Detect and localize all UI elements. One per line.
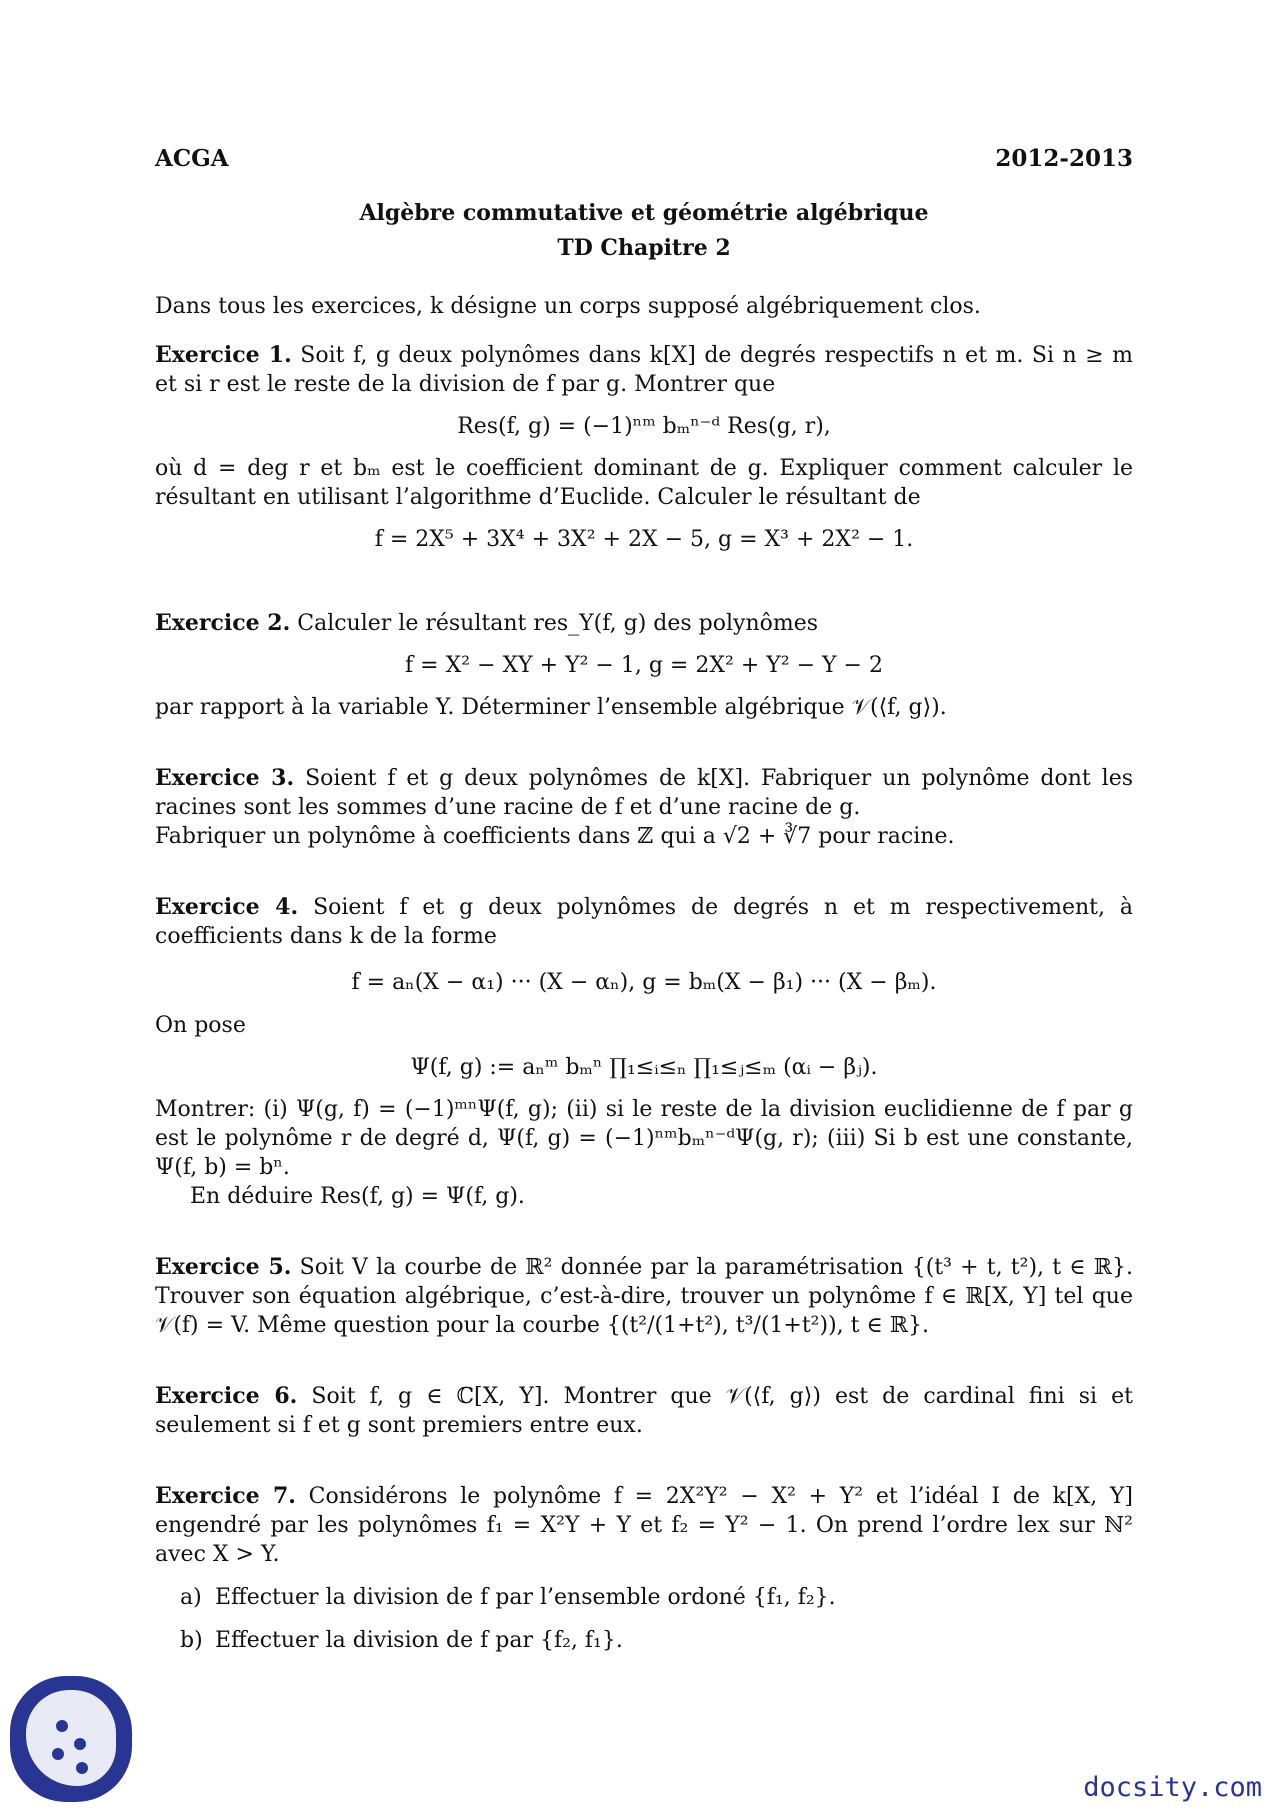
exercise-label: Exercice 1. (155, 342, 292, 368)
exercise-text: par rapport à la variable Y. Déterminer l’ensemble algébrique 𝒱(⟨f, g⟩). (155, 695, 947, 720)
title-block (155, 196, 1133, 266)
exercise-2 (155, 609, 1133, 722)
page-header (155, 144, 1133, 173)
document-subtitle: TD Chapitre 2 (557, 235, 731, 261)
exercise-text: En déduire Res(f, g) = Ψ(f, g). (190, 1184, 525, 1209)
exercise-3 (155, 764, 1133, 851)
exercise-text: Soit f, g deux polynômes dans k[X] de degrés respectifs n et m. Si n ≥ m et si r est le reste de la division de f par g. Montrer que (155, 343, 1133, 397)
exercise-6 (155, 1382, 1133, 1440)
exercise-text: Soit f, g ∈ ℂ[X, Y]. Montrer que 𝒱(⟨f, g⟩) est de cardinal fini si et seulement si f et g sont premiers entre eux. (155, 1384, 1133, 1438)
equation: f = X² − XY + Y² − 1, g = 2X² + Y² − Y − 2 (405, 653, 883, 678)
exercise-5 (155, 1253, 1133, 1340)
exercise-text: où d = deg r et bₘ est le coefficient dominant de g. Expliquer comment calculer le résultant en utilisant l’algorithme d’Euclide. Calculer le résultant de (155, 456, 1133, 510)
list-item-text: Effectuer la division de f par l’ensemble ordoné {f₁, f₂}. (215, 1585, 836, 1610)
exercise-label: Exercice 3. (155, 765, 295, 791)
exercise-label: Exercice 7. (155, 1483, 296, 1509)
document-body (155, 292, 1133, 1655)
exercise-text: On pose (155, 1013, 246, 1038)
exercise-4 (155, 893, 1133, 1211)
equation: Ψ(f, g) := aₙᵐ bₘⁿ ∏₁≤ᵢ≤ₙ ∏₁≤ⱼ≤ₘ (αᵢ − βⱼ). (410, 1055, 878, 1080)
exercise-1 (155, 341, 1133, 554)
equation: Res(f, g) = (−1)ⁿᵐ bₘⁿ⁻ᵈ Res(g, r), (457, 414, 831, 439)
equation: f = 2X⁵ + 3X⁴ + 3X² + 2X − 5, g = X³ + 2X² − 1. (374, 527, 914, 552)
exercise-text: Fabriquer un polynôme à coefficients dans ℤ qui a √2 + ∛7 pour racine. (155, 824, 955, 849)
list-item-label: a) (180, 1585, 202, 1610)
exercise-text: Soient f et g deux polynômes de degrés n et m respectivement, à coefficients dans k de la forme (155, 895, 1133, 949)
exercise-label: Exercice 6. (155, 1383, 298, 1409)
docsity-logo-icon (10, 1676, 132, 1802)
exercise-text: Soient f et g deux polynômes de k[X]. Fabriquer un polynôme dont les racines sont les sommes d’une racine de f et d’une racine de g. (155, 766, 1134, 820)
academic-year: 2012-2013 (995, 145, 1133, 172)
exercise-label: Exercice 5. (155, 1254, 292, 1280)
exercise-text: Calculer le résultant res_Y(f, g) des polynômes (297, 611, 819, 636)
exercise-text: Considérons le polynôme f = 2X²Y² − X² + Y² et l’idéal I de k[X, Y] engendré par les polynômes f₁ = X²Y + Y et f₂ = Y² − 1. On prend l’ordre lex sur ℕ² avec X > Y. (155, 1484, 1133, 1567)
equation: f = aₙ(X − α₁) ··· (X − αₙ), g = bₘ(X − β₁) ··· (X − βₘ). (351, 970, 937, 995)
exercise-text: Soit V la courbe de ℝ² donnée par la paramétrisation {(t³ + t, t²), t ∈ ℝ}. Trouver son équation algébrique, c’est-à-dire, trouver un polynôme f ∈ ℝ[X, Y] tel que 𝒱(f) = V. Même question pour la courbe {(t²/(1+t²), t³/(1+t²)), t ∈ ℝ}. (155, 1255, 1133, 1338)
document-title: Algèbre commutative et géométrie algébrique (359, 200, 929, 226)
list-item-label: b) (180, 1628, 203, 1653)
exercise-text: Montrer: (i) Ψ(g, f) = (−1)ᵐⁿΨ(f, g); (ii) si le reste de la division euclidienne de f par g est le polynôme r de degré d, Ψ(f, g) = (−1)ⁿᵐbₘⁿ⁻ᵈΨ(g, r); (iii) Si b est une constante, Ψ(f, b) = bⁿ. (155, 1097, 1133, 1180)
intro-text: Dans tous les exercices, k désigne un corps supposé algébriquement clos. (155, 294, 981, 319)
brand-watermark: docsity.com (1083, 1772, 1262, 1803)
list-item (155, 1583, 1133, 1612)
exercise-label: Exercice 4. (155, 894, 299, 920)
list-item (155, 1626, 1133, 1655)
course-code: ACGA (155, 145, 229, 172)
exercise-label: Exercice 2. (155, 610, 291, 636)
exercise-7 (155, 1482, 1133, 1655)
list-item-text: Effectuer la division de f par {f₂, f₁}. (215, 1628, 623, 1653)
